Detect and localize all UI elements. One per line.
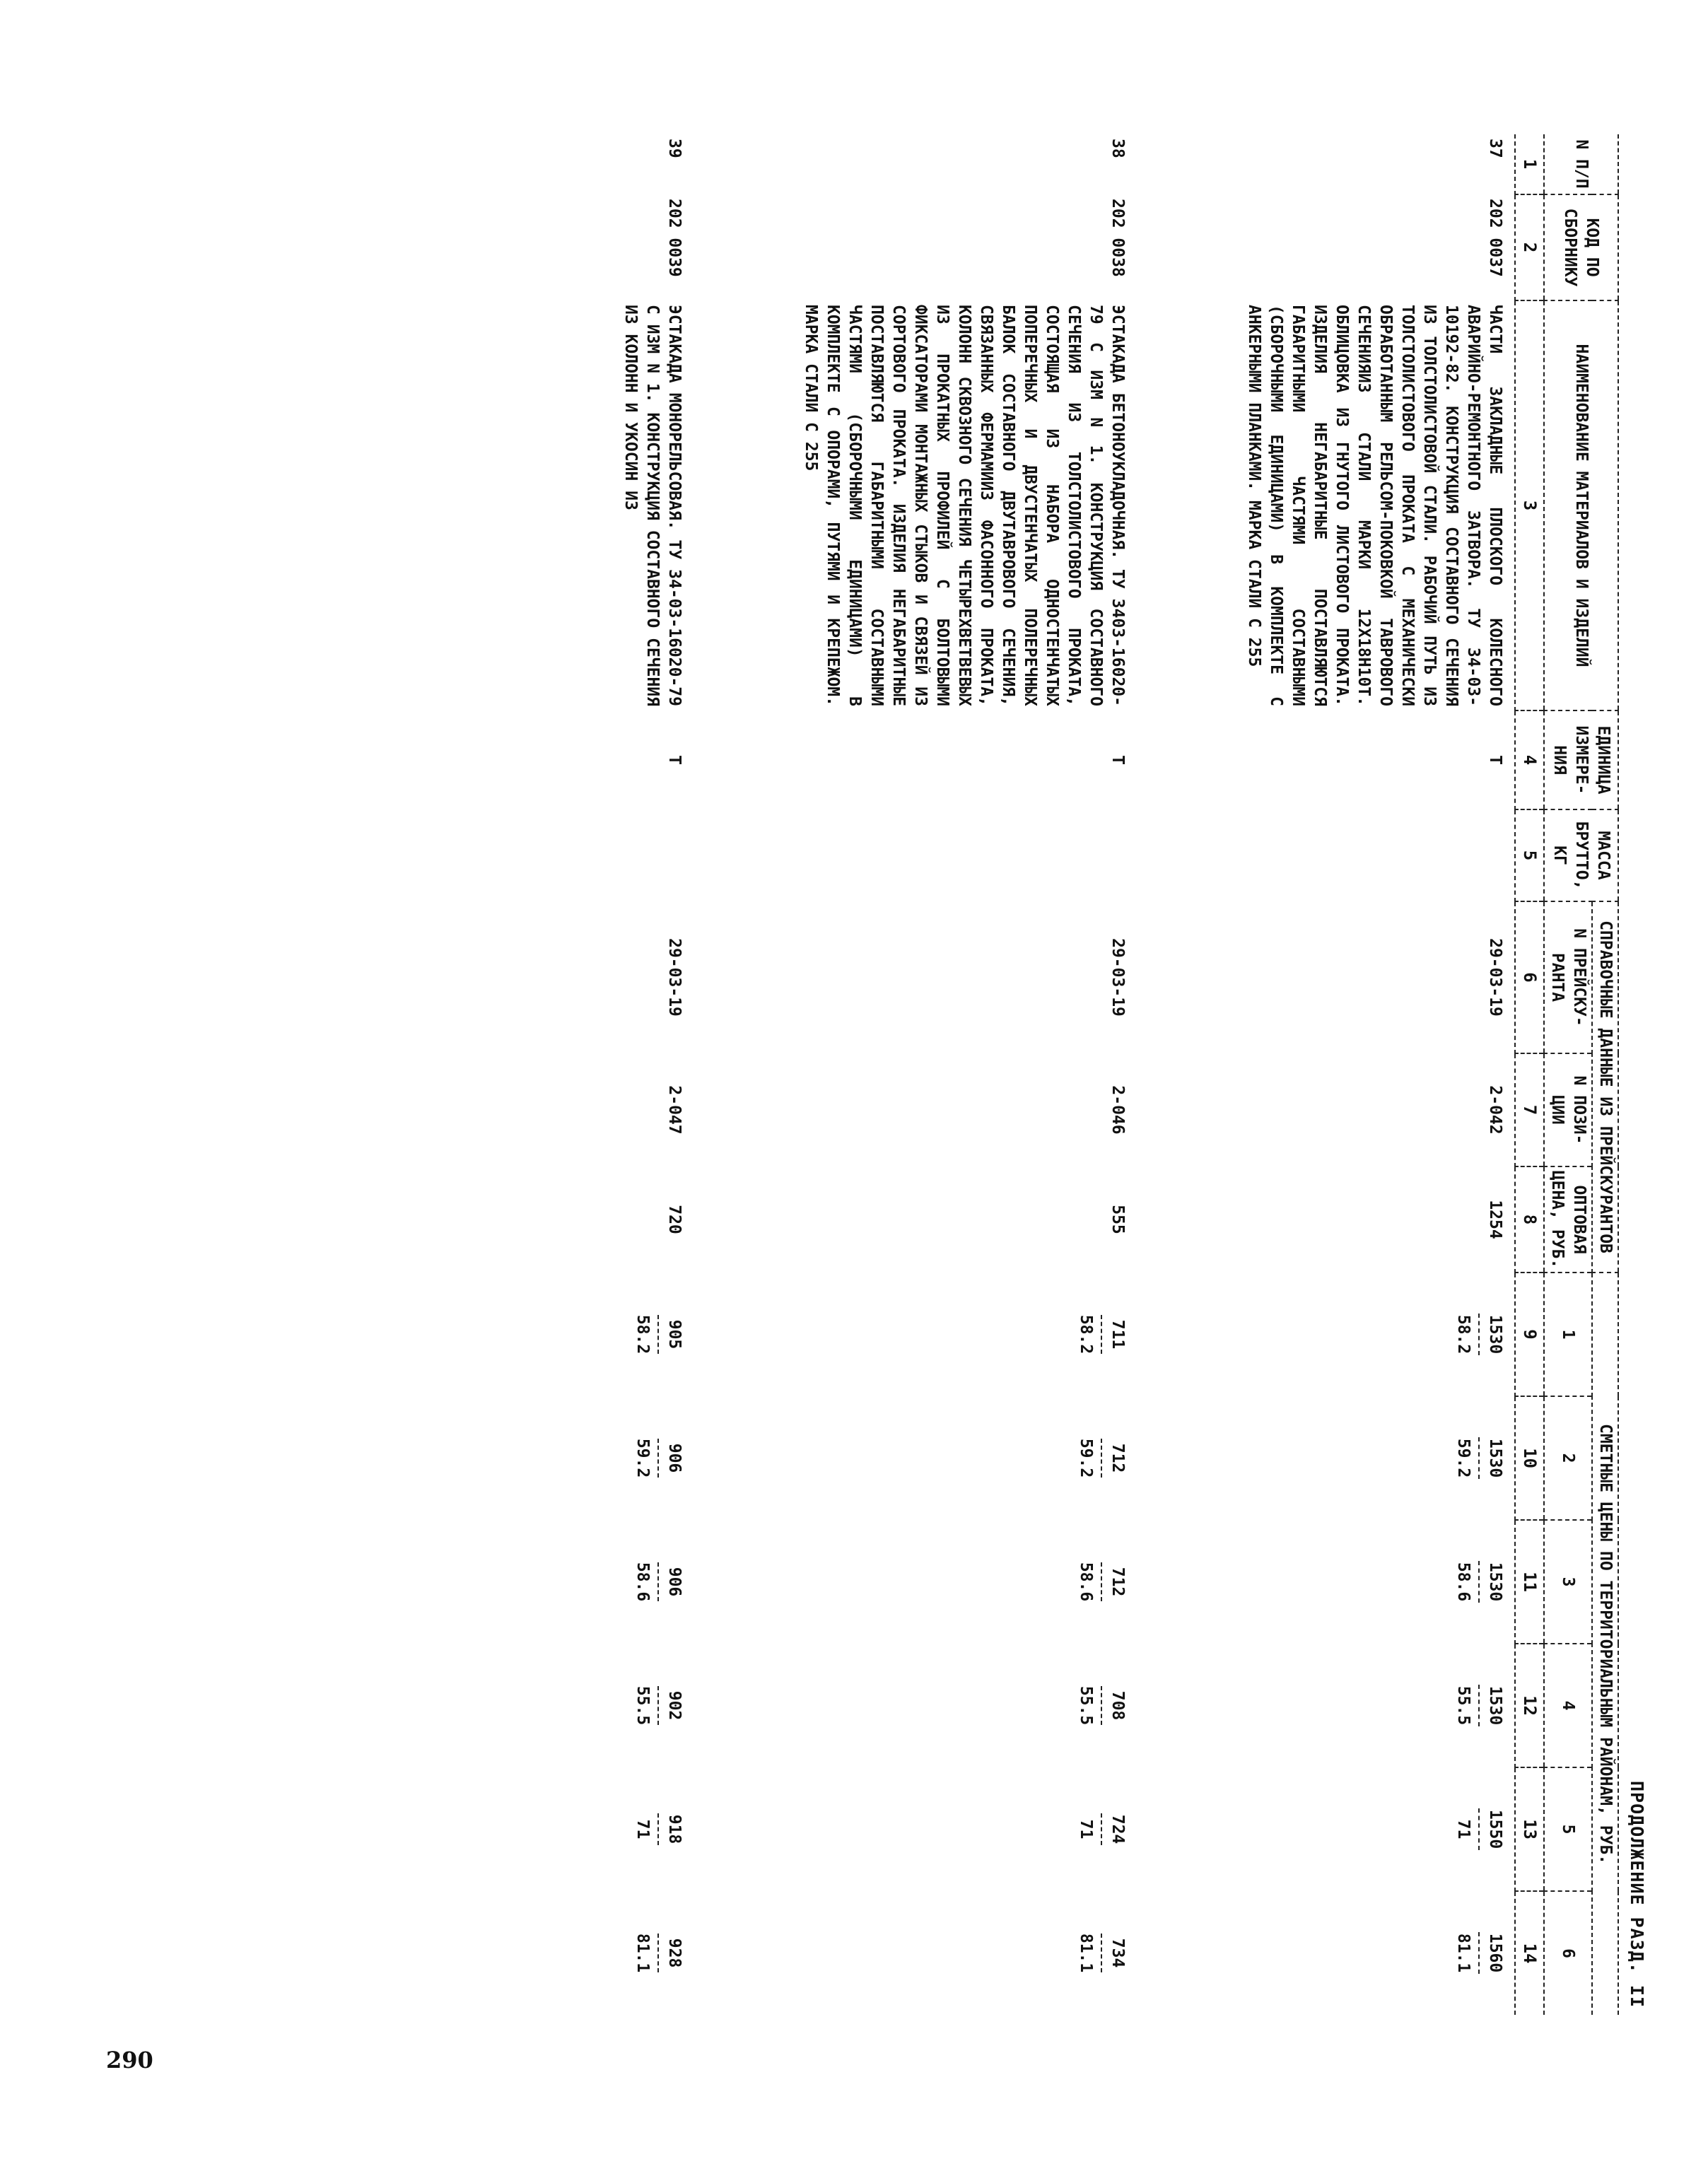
price-top: 708 [1109,1690,1127,1721]
row-position: 2-046 [1109,1085,1127,1135]
row-code: 202 0039 [665,199,684,277]
row-wholesale: 1254 [1486,1200,1504,1239]
price-top: 1530 [1486,1562,1504,1602]
price-top: 906 [665,1443,684,1473]
price-bottom: 71 [1077,1819,1095,1839]
column-number: 5 [1515,809,1544,901]
header-district-1: 1 [1544,1273,1592,1396]
row-price-district-1 [1243,1273,1515,1396]
row-position: 2-047 [665,1085,684,1135]
row-name: ЧАСТИ ЗАКЛАДНЫЕ ПЛОСКОГО КОЛЕСНОГО АВАРИЙНО-РЕМОНТНОГО ЗАТВОРА. ТУ 34-03-10192-82. КОНСТРУКЦИЯ СОСТАВНОГО СЕЧЕНИЯ ИЗ ТОЛСТОЛИСТОВОЙ СТАЛИ. РАБОЧИЙ ПУТЬ ИЗ ТОЛСТОЛИСТОВОГО ПРОКАТА С МЕХАНИЧЕСКИ ОБРАБОТАННЫМ РЕЛЬСОМ-ПОКОВКОЙ ТАВРОВОГО СЕЧЕНИЯИЗ СТАЛИ МАРКИ 12Х18Н10Т. ОБЛИЦОВКА ИЗ ГНУТОГО ЛИСТОВОГО ПРОКАТА. ИЗДЕЛИЯ НЕГАБАРИТНЫЕ ПОСТАВЛЯЮТСЯ ГАБАРИТНЫМИ ЧАСТЯМИ СОСТАВНЫМИ (СБОРОЧНЫМИ ЕДИНИЦАМИ) В КОМПЛЕКТЕ С АНКЕРНЫМИ ПЛАНКАМИ. МАРКА СТАЛИ С 255 [1245,305,1504,706]
table-row [800,134,1137,2015]
price-bottom: 58.6 [1454,1562,1473,1602]
header-np: N П/П [1544,134,1618,194]
price-top: 1560 [1486,1933,1504,1973]
row-price-district-2 [1243,1396,1515,1520]
price-top: 1530 [1486,1314,1504,1355]
header-unit: ЕДИНИЦА ИЗМЕРЕ- НИЯ [1544,710,1618,809]
price-top: 906 [665,1567,684,1597]
row-price-district-6 [619,1891,694,2015]
row-price-district-3 [619,1520,694,1644]
header-district-2: 2 [1544,1396,1592,1520]
header-district-4: 4 [1544,1644,1592,1767]
price-bottom: 58.2 [1077,1314,1095,1355]
row-mass [619,809,694,901]
row-spacer [1137,134,1243,2015]
price-top: 724 [1109,1814,1127,1844]
row-pricelist: 29-03-19 [1486,938,1504,1017]
row-unit: Т [1109,755,1127,765]
price-bottom: 81.1 [1077,1933,1095,1973]
column-number: 10 [1515,1396,1544,1520]
row-price-district-2 [619,1396,694,1520]
row-price-district-6 [800,1891,1137,2015]
price-top: 1550 [1486,1809,1504,1849]
column-number: 12 [1515,1644,1544,1767]
page-number: 290 [106,2047,153,2073]
column-number: 6 [1515,901,1544,1053]
price-bottom: 55.5 [1077,1685,1095,1726]
price-top: 712 [1109,1443,1127,1473]
row-unit: Т [1486,755,1504,765]
header-district-5: 5 [1544,1767,1592,1891]
price-top: 711 [1109,1319,1127,1350]
row-price-district-5 [619,1767,694,1891]
row-unit: Т [665,755,684,765]
row-price-district-4 [1243,1644,1515,1767]
row-price-district-4 [800,1644,1137,1767]
price-bottom: 71 [1454,1819,1473,1839]
row-wholesale: 555 [1109,1205,1127,1234]
price-top: 1530 [1486,1685,1504,1726]
row-code: 202 0038 [1109,199,1127,277]
header-name: НАИМЕНОВАНИЕ МАТЕРИАЛОВ И ИЗДЕЛИЙ [1544,300,1618,710]
row-price-district-6 [1243,1891,1515,2015]
row-price-district-3 [800,1520,1137,1644]
row-price-district-1 [619,1273,694,1396]
header-wholesale: ОПТОВАЯ ЦЕНА, РУБ. [1544,1166,1592,1273]
row-np: 39 [665,139,684,158]
price-top: 734 [1109,1938,1127,1968]
price-bottom: 55.5 [633,1685,652,1726]
header-pricelist-no: N ПРЕЙСКУ- РАНТА [1544,901,1592,1053]
rotated-page-content [141,134,1647,2015]
row-spacer [694,134,800,2015]
column-number: 3 [1515,300,1544,710]
row-pricelist: 29-03-19 [665,938,684,1017]
header-mass: МАССА БРУТТО, КГ [1544,809,1618,901]
row-price-district-2 [800,1396,1137,1520]
column-number: 7 [1515,1053,1544,1166]
header-estimate-group: СМЕТНЫЕ ЦЕНЫ ПО ТЕРРИТОРИАЛЬНЫМ РАЙОНАМ, РУБ. [1592,1273,1618,2015]
price-bottom: 58.2 [633,1314,652,1355]
row-code: 202 0037 [1486,199,1504,277]
table-row [1243,134,1515,2015]
row-price-district-5 [800,1767,1137,1891]
price-bottom: 59.2 [1454,1438,1473,1478]
column-number: 14 [1515,1891,1544,2015]
row-price-district-1 [800,1273,1137,1396]
price-bottom: 59.2 [633,1438,652,1478]
price-bottom: 58.6 [1077,1562,1095,1602]
price-bottom: 81.1 [1454,1933,1473,1973]
price-bottom: 58.2 [1454,1314,1473,1355]
price-top: 1530 [1486,1438,1504,1478]
header-position-no: N ПОЗИ- ЦИИ [1544,1053,1592,1166]
price-bottom: 71 [633,1819,652,1839]
row-np: 38 [1109,139,1127,158]
column-number: 8 [1515,1166,1544,1273]
row-mass [800,809,1137,901]
column-number: 2 [1515,194,1544,300]
column-number: 11 [1515,1520,1544,1644]
row-price-district-5 [1243,1767,1515,1891]
column-number: 13 [1515,1767,1544,1891]
price-top: 918 [665,1814,684,1844]
column-number: 9 [1515,1273,1544,1396]
row-wholesale: 720 [665,1205,684,1234]
price-top: 712 [1109,1567,1127,1597]
row-np: 37 [1486,139,1504,158]
header-district-6: 6 [1559,1948,1578,1958]
column-number: 1 [1515,134,1544,194]
row-price-district-3 [1243,1520,1515,1644]
table-row [619,134,694,2015]
price-bottom: 81.1 [633,1933,652,1973]
header-reference-group: СПРАВОЧНЫЕ ДАННЫЕ ИЗ ПРЕЙСКУРАНТОВ [1592,901,1618,1273]
row-name: ЭСТАКАДА БЕТОНОУКЛАДОЧНАЯ. ТУ 3403-16020-79 С ИЗМ N 1. КОНСТРУКЦИЯ СОСТАВНОГО СЕЧЕНИЯ ИЗ ТОЛСТОЛИСТОВОГО ПРОКАТА, СОСТОЯЩАЯ ИЗ НАБОРА ОДНОСТЕНЧАТЫХ ПОПЕРЕЧНЫХ И ДВУСТЕНЧАТЫХ ПОЛЕРЕЧНЫХ БАЛОК СОСТАВНОГО ДВУТАВРОВОГО СЕЧЕНИЯ, СВЯЗАННЫХ ФЕРМАМИИЗ ФАСОННОГО ПРОКАТА, КОЛОНН СКВОЗНОГО СЕЧЕНИЯ ЧЕТЫРЕХВЕТВЕВЫХ ИЗ ПРОКАТНЫХ ПРОФИЛЕЙ С БОЛТОВЫМИ ФИКСАТОРАМИ МОНТАЖНЫХ СТЫКОВ И СВЯЗЕЙ ИЗ СОРТОВОГО ПРОКАТА. ИЗДЕЛИЯ НЕГАБАРИТНЫЕ ПОСТАВЛЯЮТСЯ ГАБАРИТНЫМИ СОСТАВНЫМИ ЧАСТЯМИ (СБОРОЧНЫМИ ЕДИНИЦАМИ) В КОМПЛЕКТЕ С ОПОРАМИ, ПУТЯМИ И КРЕПЕЖОМ. МАРКА СТАЛИ С 255 [802,305,1127,706]
row-price-district-4 [619,1644,694,1767]
row-mass [1243,809,1515,901]
row-pricelist: 29-03-19 [1109,938,1127,1017]
price-top: 905 [665,1319,684,1350]
section-continuation-label: ПРОДОЛЖЕНИЕ РАЗД. II [1627,1780,1647,2008]
price-bottom: 55.5 [1454,1685,1473,1726]
column-number: 4 [1515,710,1544,809]
row-name: ЭСТАКАДА МОНОРЕЛЬСОВАЯ. ТУ 34-03-16020-79 С ИЗМ N 1. КОНСТРУКЦИЯ СОСТАВНОГО СЕЧЕНИЯ ИЗ КОЛОНН И УКОСИН ИЗ [621,305,684,706]
price-top: 902 [665,1690,684,1721]
price-bottom: 58.6 [633,1562,652,1602]
header-district-3: 3 [1544,1520,1592,1644]
header-code: КОД ПО СБОРНИКУ [1544,194,1618,300]
price-bottom: 59.2 [1077,1438,1095,1478]
price-table [619,134,1619,2015]
price-top: 928 [665,1938,684,1968]
row-position: 2-042 [1486,1085,1504,1135]
